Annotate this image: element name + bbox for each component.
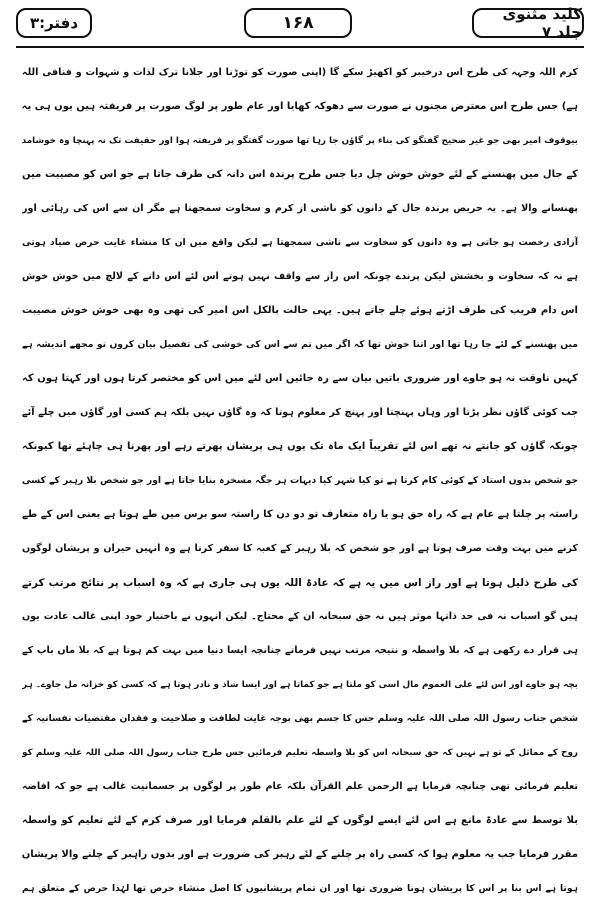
text-line: ہوتا ہے اس بنا پر اس کا پریشان ہونا ضروری تھا اور ان تمام پریشانیوں کا اصل منشاء حرص تھا لہٰذا حرص کے متعلق ہم (22, 883, 578, 894)
section-label: دفتر:۳ (29, 14, 79, 32)
text-line: پھنسانے والا ہے۔ یہ حریص پرندہ جال کے دانوں کو ناشی از کرم و سخاوت سمجھتا ہے مگر ان سے اس کی رہائی اور (22, 203, 578, 214)
text-line: میں پھنسنے کے لئے جا رہا تھا اور اتنا خوش تھا کہ اگر میں تم سے اس کی خوشی کی تفصیل بیان کروں تو مجھے اندیشہ ہے (22, 339, 578, 350)
text-line: اس دام فریب کی طرف اڑتے ہوئے چلے جاتے ہیں۔ یہی حالت بالکل اس امیر کی تھی وہ بھی خوش خوش مصیبت (22, 305, 578, 316)
text-line: ہے) جس طرح اس معترض مجنوں نے صورت سے دھوکہ کھایا اور عام طور پر لوگ صورت پر فریفتہ ہیں یوں ہی یہ (22, 101, 578, 112)
book-title-box (472, 5, 584, 41)
text-line: بیوقوف امیر بھی جو غیر صحیح گفتگو کی بناء پر گاؤں جا رہا تھا صورت گفتگو پر فریفتہ ہوا اور حقیقت تک نہ پہنچا وہ خوشامد (22, 136, 578, 146)
header-divider (16, 46, 584, 48)
book-title: کلید مثنوی جلد ۷ (502, 5, 582, 41)
text-line: شخص جناب رسول اللہ صلی اللہ علیہ وسلم جس کا جسم بھی بوجہ غایت لطافت و صلاحیت و فقدان مقتضیات نفسانیہ کے (22, 713, 578, 724)
text-line: چونکہ گاؤں کو جانتے نہ تھے اس لئے تقریباً ایک ماہ تک یوں ہی پریشان پھرتے رہے اور پھرنا ہی چاہئے تھا کیونکہ (22, 441, 578, 452)
text-line: کے جال میں پھنسنے کے لئے خوش خوش چل دیا جس طرح پرندہ اس دانہ کی طرف جاتا ہے جو اس کو مصیبت میں (22, 169, 578, 180)
page-header (16, 5, 584, 41)
text-line: جو شخص بدوں استاد کے کوئی کام کرتا ہے تو کیا شہر کیا دیہات ہر جگہ مسخرہ بنایا جاتا ہے اور جو شخص بلا رہبر کے کسی (22, 475, 578, 486)
text-line: کہیں ناوقت نہ ہو جاوے اور ضروری باتیں بیان سے رہ جائیں اس لئے میں اس کو مختصر کرتا ہوں اور کہتا ہوں کہ (22, 373, 578, 384)
text-line: بلا توسط سے عادۃ مانع ہے اس لئے ایسے لوگوں کے لئے علم بالقلم فرمایا اور صرف کرم کے لئے تعلیم کو واسطہ (22, 815, 578, 826)
page-number-box (244, 8, 352, 38)
text-line: کرم اللہ وجہہ کی طرح اس درخیبر کو اکھیڑ سکے گا (اپنی صورت کو توڑنا اور جلانا ترک لذات و شہوات و فنافی اللہ (22, 67, 578, 78)
text-line: روح کے مماثل کے تو ہے نہیں کہ حق سبحانہ اس کو بلا واسطہ تعلیم فرمائیں جس طرح جناب رسول اللہ صلی اللہ علیہ وسلم کو (22, 748, 578, 758)
text-line: ہیں گو اسباب نہ فی حد ذاتہا موثر ہیں نہ حق سبحانہ ان کے محتاج۔ لیکن انہوں نے باختیار خود اپنی غالب عادت یوں (22, 611, 578, 622)
text-line: بچہ ہو جاوے اور اس لئے علی العموم مال اسی کو ملتا ہے جو کماتا ہے اور ایسا شاذ و نادر ہوتا ہے کہ کسی کو خزانہ مل جاوے۔ ہر (22, 680, 578, 690)
text-line: ہے نہ کہ سخاوت و بخشش لیکن پرندے چونکہ اس راز سے واقف نہیں ہوتے اس لئے اس دانے کے لالچ میں خوش خوش (22, 271, 578, 282)
section-box (16, 8, 92, 38)
text-line: آزادی رخصت ہو جاتی ہے وہ دانوں کو سخاوت سے ناشی سمجھتا ہے لیکن واقع میں ان کا منشاء غایت حرص صیاد ہوتی (22, 237, 578, 248)
text-line: ہی قرار دے رکھی ہے کہ بلا واسطہ و نتیجہ مرتب نہیں فرماتے چنانچہ ایسا دنیا میں بہت کم ہوتا ہے کہ بلا ماں باپ کے (22, 645, 578, 656)
text-line: مقرر فرمایا جب یہ معلوم ہوا کہ کسی راہ پر چلنے کے لئے رہبر کی ضرورت ہے اور بدوں راہبر کے چلنے والا پریشان (22, 849, 578, 860)
text-line: تعلیم فرمائی تھی چنانچہ فرمایا ہے الرحمن علم القرآن بلکہ عام طور پر لوگوں پر جسمانیت غالب ہے جو کہ افاضہ (22, 781, 578, 792)
text-line: راستہ پر چلتا ہے عام ہے کہ راہ حق ہو یا راہ متعارف تو دو دن کا راستہ سو برس میں طے ہوتا ہے یعنی اس کے طے (22, 509, 578, 520)
text-line: جب کوئی گاؤں نظر پڑتا اور وہاں پہنچتا اور پہنچ کر معلوم ہوتا کہ وہ گاؤں نہیں بلکہ ہم کسی اور گاؤں میں چلے آئے (22, 407, 578, 418)
page-number: ۱۶۸ (282, 13, 314, 33)
text-line: کی طرح ذلیل ہوتا ہے اور راز اس میں یہ ہے کہ عادۃ اللہ یوں ہی جاری ہے کہ وہ اسباب پر نتائج مرتب کرتے (22, 577, 578, 589)
body-text (22, 56, 578, 906)
text-line: کرنے میں بہت وقت صرف ہوتا ہے اور جو شخص کہ بلا رہبر کے کعبہ کا سفر کرتا ہے وہ انہیں حیران و پریشان لوگوں (22, 543, 578, 554)
